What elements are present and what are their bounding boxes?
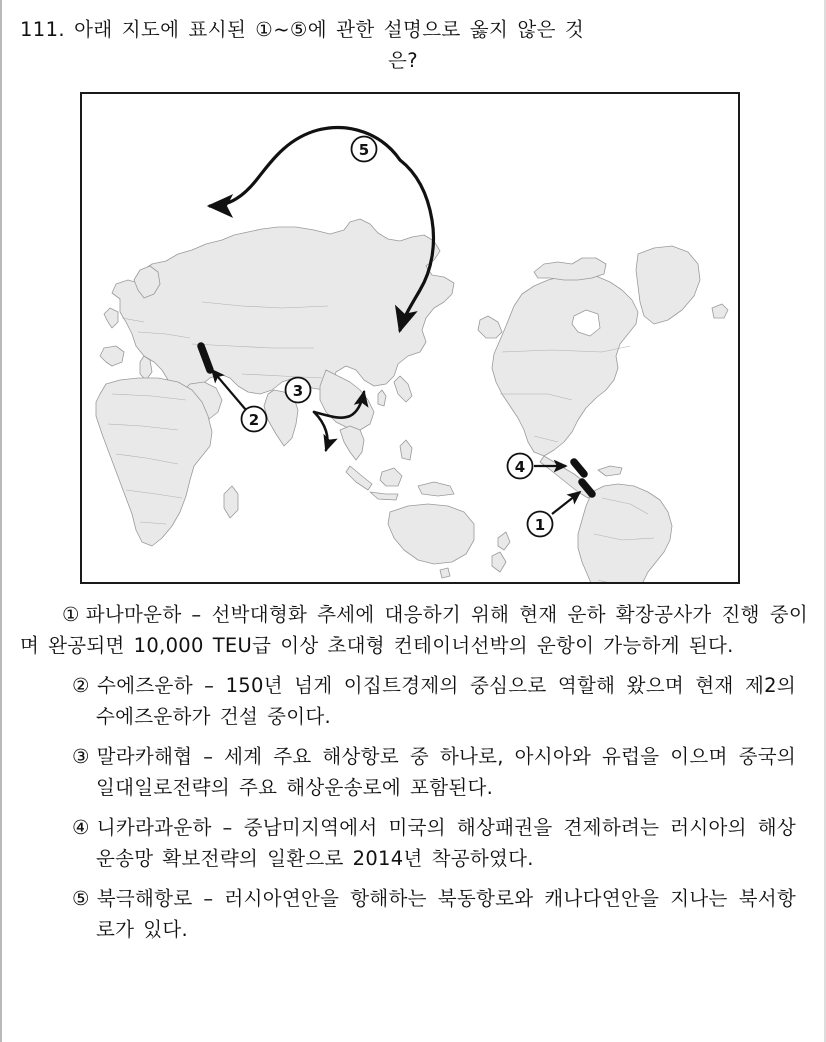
tasmania <box>440 568 450 578</box>
option-2-suez-canal[interactable] <box>0 671 826 732</box>
south-america-landmass <box>578 484 672 582</box>
new-zealand-south <box>492 552 506 572</box>
option-3-text: 말라카해협 – 세계 주요 해상항로 중 하나로, 아시아와 유럽을 이으며 중국의 일대일로전략의 주요 해상운송로에 포함된다. <box>96 745 796 799</box>
new-guinea <box>418 482 454 496</box>
marker-3-label: 3 <box>292 382 304 400</box>
iberia <box>100 346 124 366</box>
alaska <box>478 316 502 338</box>
option-4-text: 니카라과운하 – 중남미지역에서 미국의 해상패권을 견제하려는 러시아의 해상운송망 확보전략의 일환으로 2014년 착공하였다. <box>96 816 796 870</box>
world-map-svg <box>82 94 738 582</box>
java <box>370 492 398 500</box>
answer-options-list <box>0 600 826 955</box>
caribbean-islands <box>598 466 622 476</box>
north-america-landmass <box>492 274 638 456</box>
philippines <box>400 440 412 460</box>
option-1-text: 파나마운하 – 선박대형화 추세에 대응하기 위해 현재 운하 확장공사가 진행 중이며 완공되면 10,000 TEU급 이상 초대형 컨테이너선박의 운항이 가능하게 된다. <box>20 603 808 657</box>
africa-landmass <box>96 378 212 546</box>
sumatra <box>346 466 372 490</box>
uk-ireland <box>104 308 118 328</box>
canadian-arctic-islands <box>534 258 606 280</box>
korea-peninsula <box>378 390 386 406</box>
option-1-panama-canal[interactable] <box>0 600 826 661</box>
marker-4-label: 4 <box>514 458 526 476</box>
new-zealand-north <box>498 532 510 550</box>
option-4-nicaragua-canal[interactable] <box>0 813 826 874</box>
marker-1-label: 1 <box>534 516 546 534</box>
question-stem-line-2: 은? <box>388 49 418 72</box>
marker-5-label: 5 <box>358 141 370 159</box>
option-3-marker: ③ <box>72 745 92 768</box>
iceland <box>712 304 728 318</box>
option-2-marker: ② <box>72 674 93 697</box>
japan-islands <box>394 376 412 402</box>
greenland <box>636 246 700 324</box>
option-4-marker: ④ <box>72 816 92 839</box>
australia-landmass <box>388 504 474 564</box>
world-map-figure <box>80 92 740 584</box>
map-landmasses <box>96 219 728 582</box>
option-1-marker: ① <box>62 603 81 626</box>
question-stem-line-1: 111. 아래 지도에 표시된 ①~⑤에 관한 설명으로 옳지 않은 것 <box>20 18 585 41</box>
marker-2-label: 2 <box>248 411 260 429</box>
indochina-peninsula <box>340 426 364 460</box>
option-5-arctic-sea-route[interactable] <box>0 884 826 945</box>
borneo <box>380 468 402 486</box>
madagascar <box>224 486 238 518</box>
option-3-malacca-strait[interactable] <box>0 742 826 803</box>
option-5-marker: ⑤ <box>72 887 92 910</box>
question-stem <box>20 14 810 76</box>
option-5-text: 북극해항로 – 러시아연안을 항해하는 북동항로와 캐나다연안을 지나는 북서항로가 있다. <box>96 887 796 941</box>
eurasia-landmass <box>112 219 454 394</box>
option-2-text: 수에즈운하 – 150년 넘게 이집트경제의 중심으로 역할해 왔으며 현재 제2의 수에즈운하가 건설 중이다. <box>96 674 796 728</box>
